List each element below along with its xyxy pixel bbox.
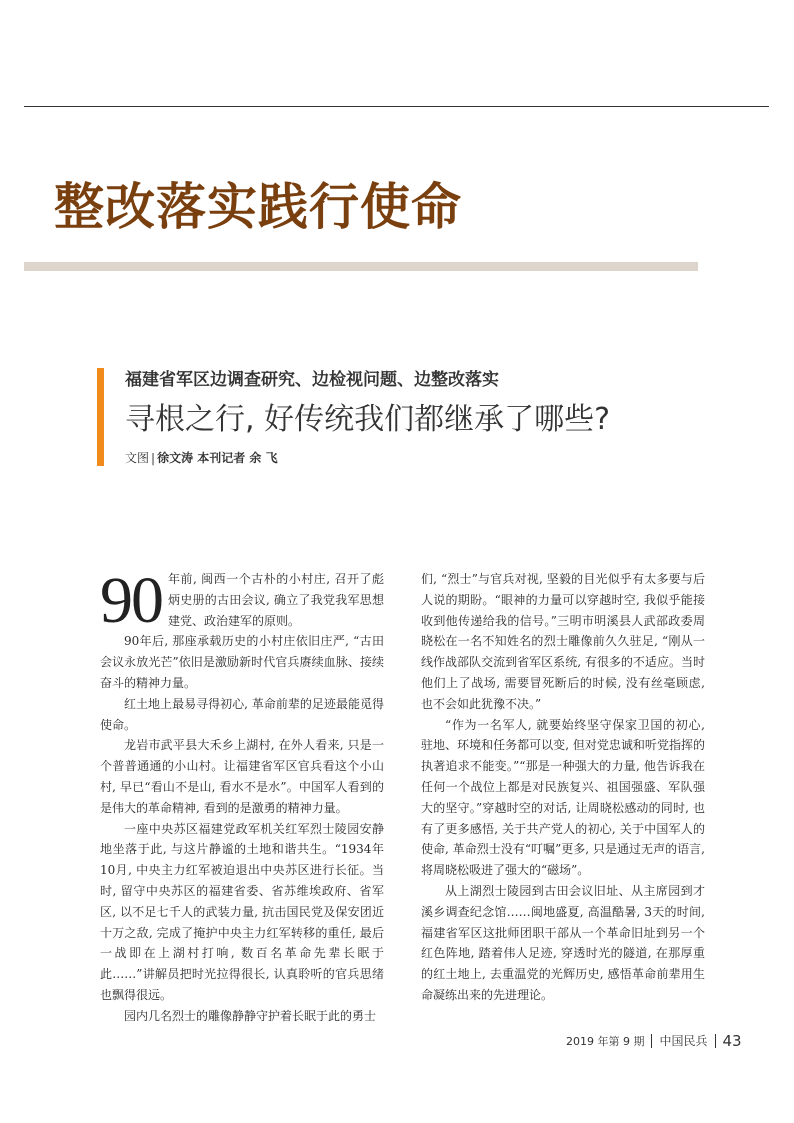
drop-cap: 90	[100, 564, 162, 637]
article-column-right	[421, 569, 705, 1006]
footer-divider	[651, 1034, 652, 1048]
page-footer	[566, 1030, 742, 1050]
byline-authors: 徐文涛 本刊记者 余 飞	[157, 451, 278, 465]
top-rule	[24, 106, 769, 107]
article-paragraph: 龙岩市武平县大禾乡上湖村, 在外人看来, 只是一个普普通通的小山村。让福建省军区官兵看这个小山村, 早已“看山不是山, 看水不是水”。中国军人看到的是伟大的革命精神, 看到的是激勇的精神力量。	[100, 738, 384, 815]
section-title: 整改落实践行使命	[54, 178, 462, 236]
article-headline: 寻根之行, 好传统我们都继承了哪些?	[125, 402, 610, 437]
byline	[125, 450, 278, 466]
article-kicker: 福建省军区边调查研究、边检视问题、边整改落实	[125, 370, 499, 390]
magazine-name: 中国民兵	[659, 1034, 708, 1048]
article-paragraph: 90年后, 那座承载历史的小村庄依旧庄严, “古田会议永放光芒”依旧是激励新时代官兵赓续血脉、接续奋斗的精神力量。	[100, 634, 384, 690]
byline-label: 文图	[125, 451, 150, 465]
article-header	[97, 368, 717, 466]
accent-bar	[97, 368, 104, 466]
article-paragraph: “作为一名军人, 就要始终坚守保家卫国的初心, 驻地、环境和任务都可以变, 但对党忠诚和听党指挥的执著追求不能变。”“那是一种强大的力量, 他告诉我在任何一个战位上都是对民族复兴、祖国强盛、军队强大的坚守。”穿越时空的对话, 让周晓松感动的同时, 也有了更多感悟, 关于共产党人的初心, 关于中国军人的使命, 革命烈士没有“叮嘱”更多, 只是通过无声的语言, 将周晓松吸进了强大的“磁场”。	[421, 717, 705, 878]
title-band	[24, 262, 698, 271]
article-paragraph: 从上湖烈士陵园到古田会议旧址、从主席园到才溪乡调查纪念馆……闽地盛夏, 高温酷暑, 3天的时间, 福建省军区这批师团职干部从一个革命旧址到另一个红色阵地, 踏着伟人足迹, 穿透时光的隧道, 在那厚重的红土地上, 去重温党的光辉历史, 感悟革命前辈用生命凝练出来的先进理论。	[421, 883, 705, 1002]
article-paragraph: 园内几名烈士的雕像静静守护着长眠于此的勇士	[124, 1008, 377, 1023]
article-paragraph: 红土地上最易寻得初心, 革命前辈的足迹最能觅得使命。	[100, 696, 384, 732]
issue-number: 2019 年第 9 期	[566, 1034, 645, 1048]
article-paragraph: 一座中央苏区福建党政军机关红军烈士陵园安静地坐落于此, 与这片静谧的土地和谐共生。“1934年10月, 中央主力红军被迫退出中央苏区进行长征。当时, 留守中央苏区的福建省委、省苏维埃政府、省军区, 以不足七千人的武装力量, 抗击国民党及保安团近十万之敌, 完成了掩护中央主力红军转移的重任, 最后一战即在上湖村打响, 数百名革命先辈长眠于此……”讲解员把时光拉得很长, 认真聆听的官兵思绪也飘得很远。	[100, 821, 384, 1002]
footer-divider	[715, 1034, 716, 1048]
page-number: 43	[722, 1031, 742, 1050]
byline-separator: |	[151, 451, 156, 465]
article-paragraph	[100, 564, 384, 637]
article-paragraph: 们, “烈士”与官兵对视, 坚毅的目光似乎有太多要与后人说的期盼。“眼神的力量可以穿越时空, 我似乎能接收到他传递给我的信号。”三明市明溪县人武部政委周晓松在一名不知姓名的烈士雕像前久久驻足, “刚从一线作战部队交流到省军区系统, 有很多的不适应。当时他们上了战场, 需要冒死断后的时候, 没有丝毫顾虑, 也不会如此犹豫不决。”	[421, 572, 705, 711]
article-column-left	[100, 564, 384, 1027]
article-paragraph-text: 年前, 闽西一个古朴的小村庄, 召开了彪炳史册的古田会议, 确立了我党我军思想建党、政治建军的原则。	[168, 572, 384, 628]
